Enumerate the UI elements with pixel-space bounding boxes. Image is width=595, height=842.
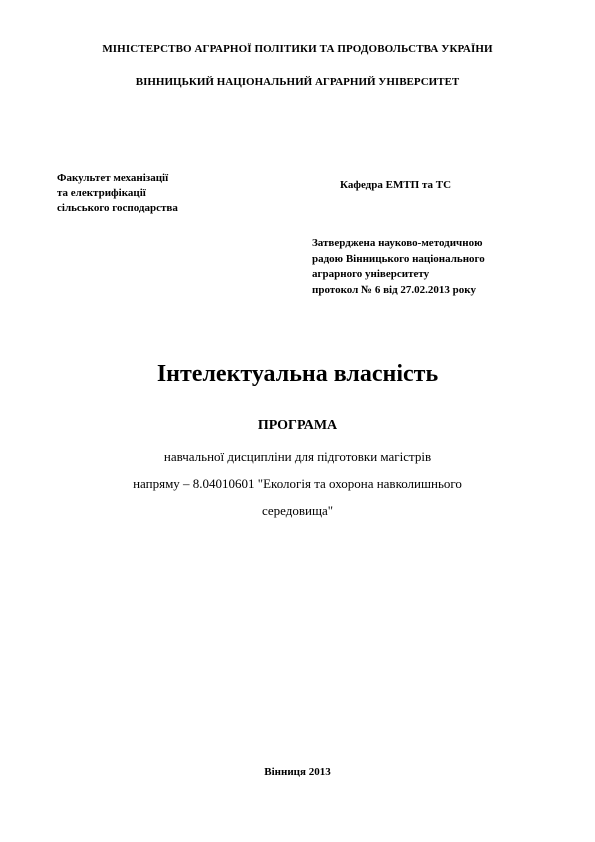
approval-line: аграрного університету <box>312 268 430 280</box>
approval-block <box>312 236 552 298</box>
approval-line: радою Вінницького національного <box>312 252 485 265</box>
program-description-line: навчальної дисципліни для підготовки магістрів <box>163 449 432 464</box>
program-description-line: середовища" <box>261 503 334 518</box>
approval-line: протокол № 6 від 27.02.2013 року <box>312 283 476 296</box>
department-label: Кафедра ЕМТП та ТС <box>340 179 452 191</box>
city-year: Вінниця 2013 <box>264 766 331 778</box>
faculty-line: Факультет механізації <box>57 172 169 184</box>
faculty-line: сільського господарства <box>57 202 178 214</box>
course-title: Інтелектуальна власність <box>156 361 439 387</box>
program-heading: ПРОГРАМА <box>257 418 338 433</box>
university-title: ВІННИЦЬКИЙ НАЦІОНАЛЬНИЙ АГРАРНИЙ УНІВЕРСИТЕТ <box>135 76 460 88</box>
faculty-line: та електрифікації <box>57 187 146 199</box>
ministry-title: МІНІСТЕРСТВО АГРАРНОЇ ПОЛІТИКИ ТА ПРОДОВОЛЬСТВА УКРАЇНИ <box>102 43 493 55</box>
program-description-line: напряму – 8.04010601 "Екологія та охорона навколишнього <box>133 476 462 491</box>
faculty-block <box>57 171 257 216</box>
approval-line: Затверджена науково-методичною <box>312 237 483 249</box>
